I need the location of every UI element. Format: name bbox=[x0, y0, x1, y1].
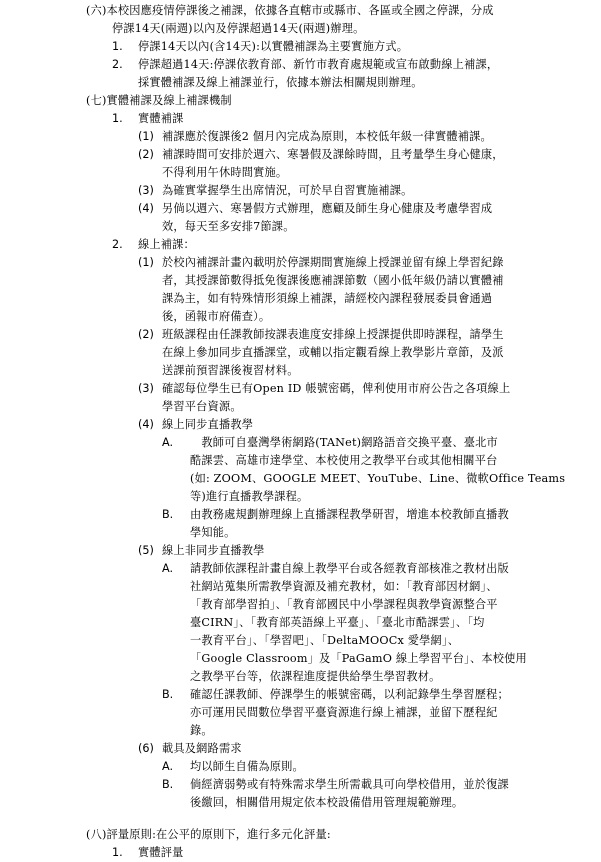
section-six-text: 停課14天(兩週)以內及停課超過14天(兩週)辦理。 bbox=[112, 22, 365, 35]
paragraph-line: 課為主，如有特殊情形須線上補課，請經校內課程發展委員會通過 bbox=[162, 292, 493, 305]
paragraph-line: 均以師生自備為原則。 bbox=[190, 760, 304, 773]
sub-item-number: (2) bbox=[138, 148, 154, 161]
sub-item-number: (4) bbox=[138, 418, 154, 431]
paragraph-line: 確認每位學生已有Open ID 帳號密碼，俾利使用市府公告之各項線上 bbox=[162, 382, 511, 395]
paragraph-line: 學知能。 bbox=[190, 526, 236, 539]
section-eight-heading: (八)評量原則:在公平的原則下，進行多元化評量: bbox=[86, 828, 331, 841]
letter-item-marker: B. bbox=[162, 688, 174, 701]
paragraph-line: 停課14天以內(含14天):以實體補課為主要實施方式。 bbox=[138, 40, 409, 53]
item-title: 線上補課： bbox=[138, 238, 195, 251]
paragraph-line: 一教育平台」、「學習吧」、「DeltaMOOCx 愛學網」、 bbox=[190, 634, 460, 647]
item-number: 2. bbox=[112, 238, 123, 251]
paragraph-line: 社網站蒐集所需教學資源及補充教材，如：「教育部因材網」、 bbox=[190, 580, 498, 593]
letter-item-marker: B. bbox=[162, 508, 174, 521]
sub-item-number: (6) bbox=[138, 742, 154, 755]
sub-item-number: (1) bbox=[138, 256, 154, 269]
paragraph-line: 送課前預習課後複習材料。 bbox=[162, 364, 299, 377]
section-six-heading: (六)本校因應疫情停課後之補課，依據各直轄市或縣市、各區或全國之停課，分成 bbox=[86, 4, 494, 17]
item-title: 實體補課 bbox=[138, 112, 184, 125]
item-title: 實體評量 bbox=[138, 846, 184, 859]
paragraph-line: 亦可運用民間數位學習平臺資源進行線上補課，並留下歷程紀 bbox=[190, 706, 498, 719]
sub-item-title: 線上非同步直播教學 bbox=[162, 544, 265, 557]
item-number: 2. bbox=[112, 58, 123, 71]
item-number: 1. bbox=[112, 40, 123, 53]
paragraph-line: 「Google Classroom」及「PaGamO 線上學習平台」、本校使用 bbox=[190, 652, 527, 665]
sub-item-title: 線上同步直播教學 bbox=[162, 418, 254, 431]
paragraph-line: 停課超過14天:停課依教育部、新竹市教育處規範或宣布啟動線上補課， bbox=[138, 58, 499, 71]
paragraph-line: 班級課程由任課教師按課表進度安排線上授課提供即時課程，請學生 bbox=[162, 328, 504, 341]
paragraph-line: 由教務處規劃辦理線上直播課程教學研習，增進本校教師直播教 bbox=[190, 508, 509, 521]
paragraph-line: 請教師依課程計畫自線上教學平台或各經教育部核准之教材出版 bbox=[190, 562, 509, 575]
paragraph-line: 補課應於復課後2 個月內完成為原則，本校低年級一律實體補課。 bbox=[162, 130, 492, 143]
paragraph-line: 後，函報市府備查）。 bbox=[162, 310, 271, 323]
sub-item-number: (3) bbox=[138, 382, 154, 395]
paragraph-line: 為確實掌握學生出席情況，可於早自習實施補課。 bbox=[162, 184, 413, 197]
paragraph-line: (如: ZOOM、GOOGLE MEET、YouTube、Line、微軟Office Teams bbox=[190, 472, 566, 485]
paragraph-line: 者，其授課節數得抵免復課後應補課節數（國小低年級仍請以實體補 bbox=[162, 274, 504, 287]
paragraph-line: 臺CIRN」、「教育部英語線上平臺」、「臺北市酷課雲」、「均 bbox=[190, 616, 485, 629]
sub-item-number: (1) bbox=[138, 130, 154, 143]
sub-item-number: (4) bbox=[138, 202, 154, 215]
sub-item-number: (3) bbox=[138, 184, 154, 197]
section-seven-heading: (七)實體補課及線上補課機制 bbox=[86, 94, 232, 107]
sub-item-title: 載具及網路需求 bbox=[162, 742, 242, 755]
sub-item-number: (5) bbox=[138, 544, 154, 557]
paragraph-line: 於校內補課計畫內載明於停課期間實施線上授課並留有線上學習紀錄 bbox=[162, 256, 504, 269]
paragraph-line: 採實體補課及線上補課並行，依據本辦法相關規則辦理。 bbox=[138, 76, 423, 89]
letter-item-marker: A. bbox=[162, 562, 174, 575]
paragraph-line: 另倘以週六、寒暑假方式辦理，應顧及師生身心健康及考慮學習成 bbox=[162, 202, 493, 215]
paragraph-line: 教師可自臺灣學術網路(TANet)網路語音交換平臺、臺北市 bbox=[190, 436, 498, 449]
paragraph-line: 之教學平台等，依課程進度提供給學生學習教材。 bbox=[190, 670, 441, 683]
paragraph-line: 學習平台資源。 bbox=[162, 400, 242, 413]
item-number: 1. bbox=[112, 112, 123, 125]
paragraph-line: 確認任課教師、停課學生的帳號密碼，以利記錄學生學習歷程； bbox=[190, 688, 509, 701]
paragraph-line: 後繳回，相關借用規定依本校設備借用管理規範辦理。 bbox=[190, 796, 464, 809]
paragraph-line: 錄。 bbox=[190, 724, 213, 737]
paragraph-line: 補課時間可安排於週六、寒暑假及課餘時間，且考量學生身心健康， bbox=[162, 148, 504, 161]
paragraph-line: 效，每天至多安排7節課。 bbox=[162, 220, 295, 233]
paragraph-line: 酷課雲、高雄市達學堂、本校使用之教學平台或其他相關平台 bbox=[190, 454, 498, 467]
paragraph-line: 等)進行直播教學課程。 bbox=[190, 490, 309, 503]
letter-item-marker: A. bbox=[162, 436, 174, 449]
paragraph-line: 不得利用午休時間實施。 bbox=[162, 166, 288, 179]
paragraph-line: 「教育部學習拍」、「教育部國民中小學課程與教學資源整合平 bbox=[190, 598, 498, 611]
paragraph-line: 倘經濟弱勢或有特殊需求學生所需載具可向學校借用，並於復課 bbox=[190, 778, 509, 791]
sub-item-number: (2) bbox=[138, 328, 154, 341]
item-number: 1. bbox=[112, 846, 123, 859]
paragraph-line: 在線上參加同步直播課堂，或輔以指定觀看線上教學影片章節，及派 bbox=[162, 346, 504, 359]
letter-item-marker: A. bbox=[162, 760, 174, 773]
letter-item-marker: B. bbox=[162, 778, 174, 791]
